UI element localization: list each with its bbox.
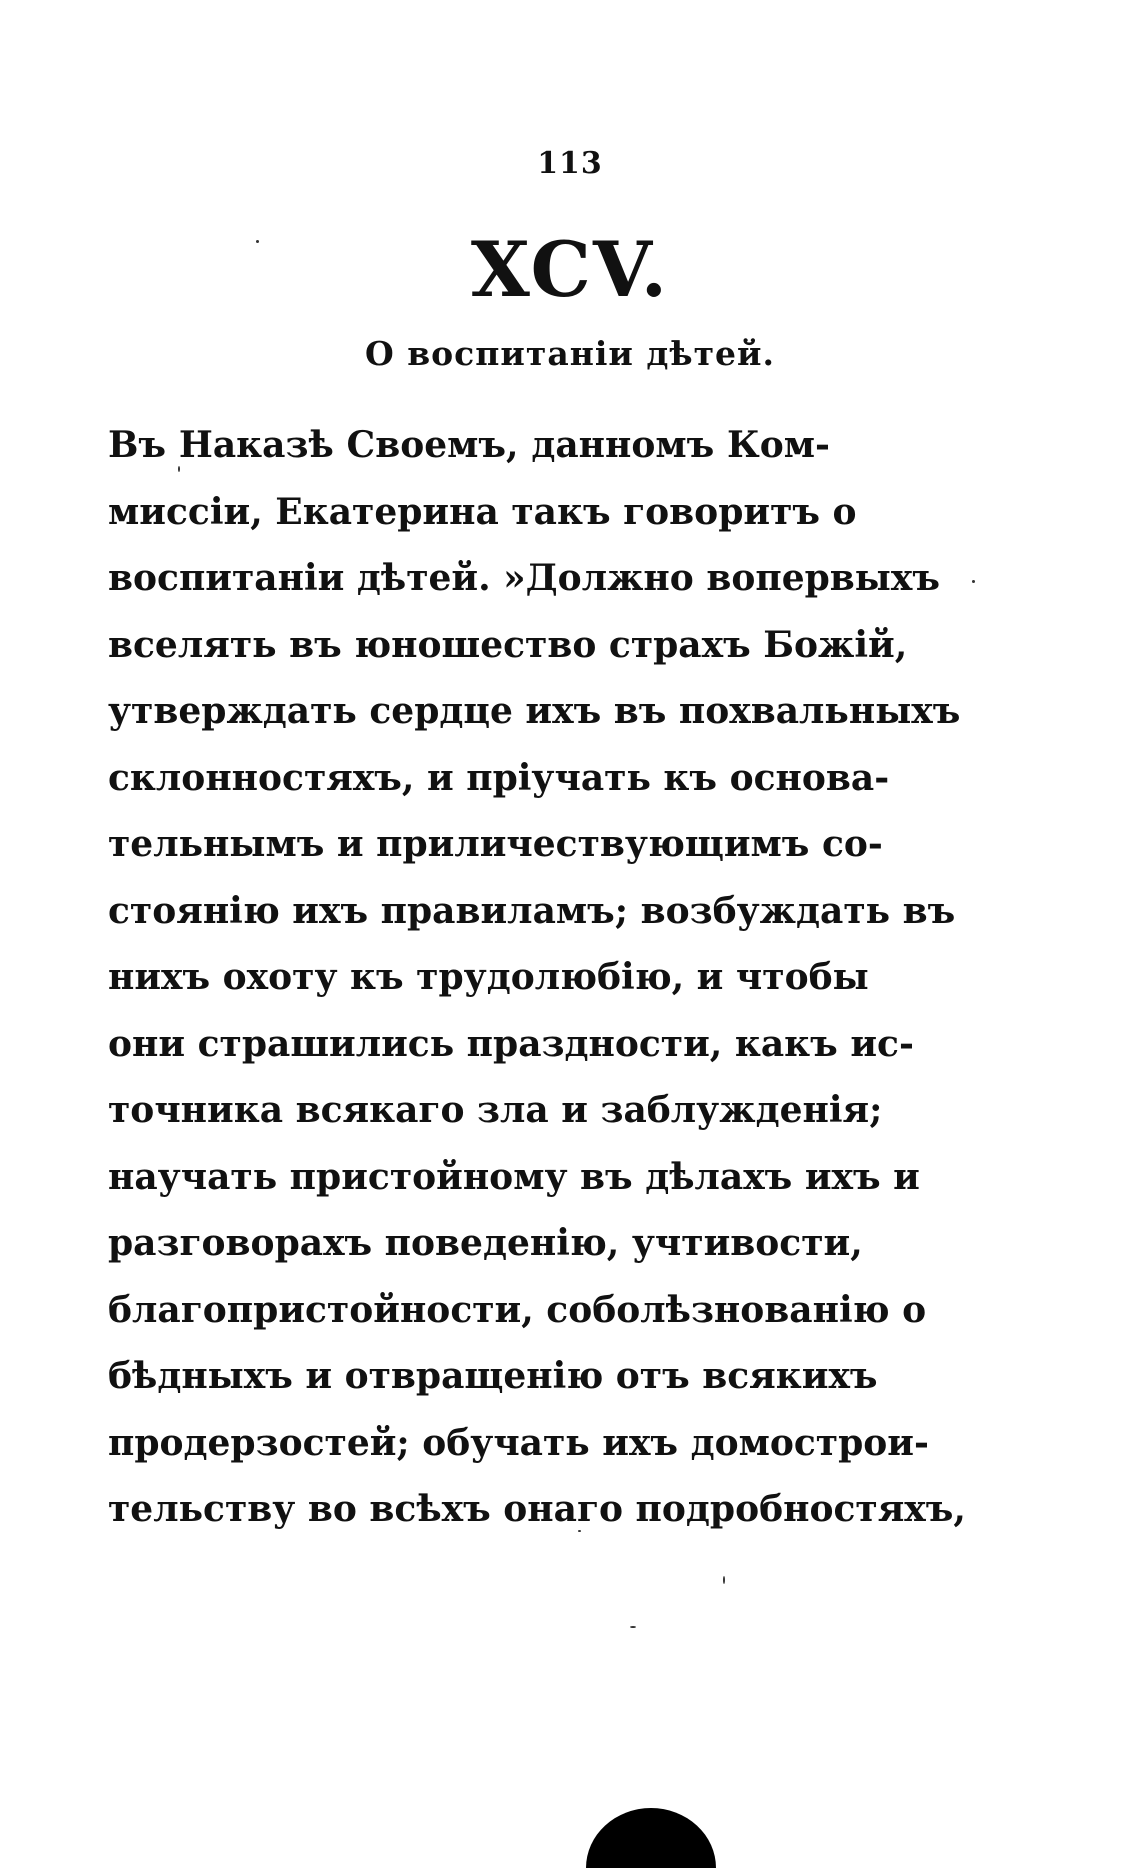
ink-speck [723, 1576, 725, 1584]
text-line: утверждать сердце ихъ въ похвальныхъ [108, 690, 961, 732]
ink-speck [256, 240, 259, 243]
body-text [108, 412, 966, 1543]
text-line: продерзостей; обучать ихъ домострои- [108, 1421, 929, 1464]
text-line: научать пристойному въ дѣлахъ ихъ и [108, 1155, 920, 1198]
section-number: XCV. [470, 225, 670, 314]
text-line: точника всякаго зла и заблужденiя; [108, 1089, 883, 1131]
text-line: тельству во всѣхъ онаго подробностяхъ, [108, 1488, 966, 1530]
text-line: вселять въ юношество страхъ Божiй, [108, 623, 908, 666]
text-line: бѣдныхъ и отвращенiю отъ всякихъ [108, 1355, 878, 1397]
page-number: 113 [537, 146, 603, 181]
ink-blot [586, 1808, 716, 1868]
text-line: разговорахъ поведенiю, учтивости, [108, 1222, 863, 1264]
text-line: тельнымъ и приличествующимъ со- [108, 823, 883, 865]
text-line: они страшились праздности, какъ ис- [108, 1022, 914, 1065]
text-line: благопристойности, соболѣзнованiю о [108, 1288, 927, 1331]
ink-speck [578, 1530, 581, 1532]
text-line: воспитанiи дѣтей. »Должно вопервыхъ [108, 557, 940, 599]
text-line: нихъ охоту къ трудолюбiю, и чтобы [108, 956, 869, 998]
ink-speck [972, 580, 975, 583]
text-line: Въ Наказѣ Своемъ, данномъ Ком- [108, 424, 830, 466]
text-line: миссiи, Екатерина такъ говоритъ о [108, 490, 857, 533]
text-line: склонностяхъ, и прiучать къ основа- [108, 756, 890, 799]
text-line: стоянiю ихъ правиламъ; возбуждать въ [108, 889, 956, 932]
ink-speck [630, 1626, 636, 1628]
section-title: О воспитанiи дѣтей. [365, 334, 775, 373]
ink-speck [178, 466, 180, 472]
